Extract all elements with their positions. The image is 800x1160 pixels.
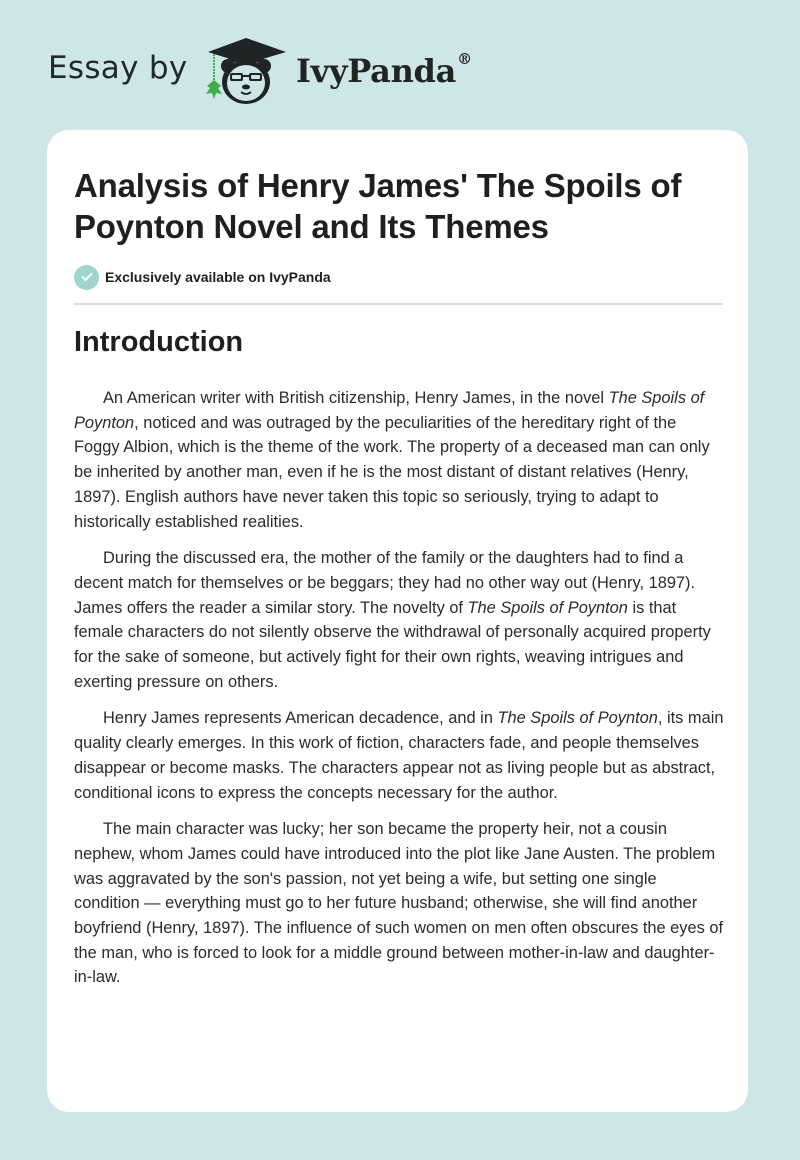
paragraph-text: , noticed and was outraged by the peculiarities of the hereditary right of the Foggy Albion, which is the theme of the work. The property of a deceased man can only be inherited by another man, even if he is the most distant of distant relatives (Henry, 1897). English authors have never taken this topic so seriously, trying to adapt to historically established realities.: [74, 413, 710, 531]
paragraph-text: is that female characters do not silently observe the withdrawal of personally acquired property for the sake of someone, but actively fight for their own rights, weaving intrigues and exerting pressure on others.: [74, 598, 711, 691]
site-header: [0, 0, 800, 130]
exclusive-badge-text: Exclusively available on IvyPanda: [105, 269, 331, 285]
paragraph-text: The main character was lucky; her son became the property heir, not a cousin nephew, whom James could have introduced into the plot like Jane Austen. The problem was aggravated by the son's passion, not yet being a wife, but setting one single condition — everything must go to her future husband; otherwise, she will find another boyfriend (Henry, 1897). The influence of such women on men often obscures the eyes of the man, who is forced to look for a middle ground between mother-in-law and daughter-in-law.: [74, 820, 724, 987]
check-circle-icon: [74, 265, 99, 290]
paragraph: [74, 546, 726, 694]
book-title-italic: The Spoils of Poynton: [497, 709, 658, 728]
essay-by-label: Essay by: [48, 50, 188, 86]
essay-card: [47, 130, 748, 1112]
registered-mark: ®: [457, 50, 472, 68]
paragraph-text: Henry James represents American decadence, and in: [103, 709, 498, 728]
book-title-italic: The Spoils of Poynton: [467, 598, 628, 617]
paragraph-text: An American writer with British citizenship, Henry James, in the novel: [103, 389, 609, 407]
divider: [74, 303, 723, 305]
essay-body: [74, 386, 726, 1002]
panda-graduate-icon[interactable]: [202, 36, 292, 108]
exclusive-badge: [74, 264, 331, 290]
page-title: Analysis of Henry James' The Spoils of Poynton Novel and Its Themes: [74, 167, 682, 245]
paragraph-text: , its main quality clearly emerges. In this work of fiction, characters fade, and people themselves disappear or become masks. The characters appear not as living people but as abstract, conditional icons to express the concepts necessary for the author.: [74, 709, 724, 802]
brand-name[interactable]: IvyPanda®: [296, 50, 472, 90]
book-title-italic: The Spoils of Poynton: [74, 389, 705, 432]
section-heading-introduction: Introduction: [74, 326, 244, 358]
paragraph-text: During the discussed era, the mother of the family or the daughters had to find a decent match for themselves or be beggars; they had no other way out (Henry, 1897). James offers the reader a similar story. The novelty of: [74, 549, 696, 617]
paragraph: [74, 706, 726, 805]
paragraph: [74, 386, 726, 534]
paragraph: [74, 817, 726, 990]
